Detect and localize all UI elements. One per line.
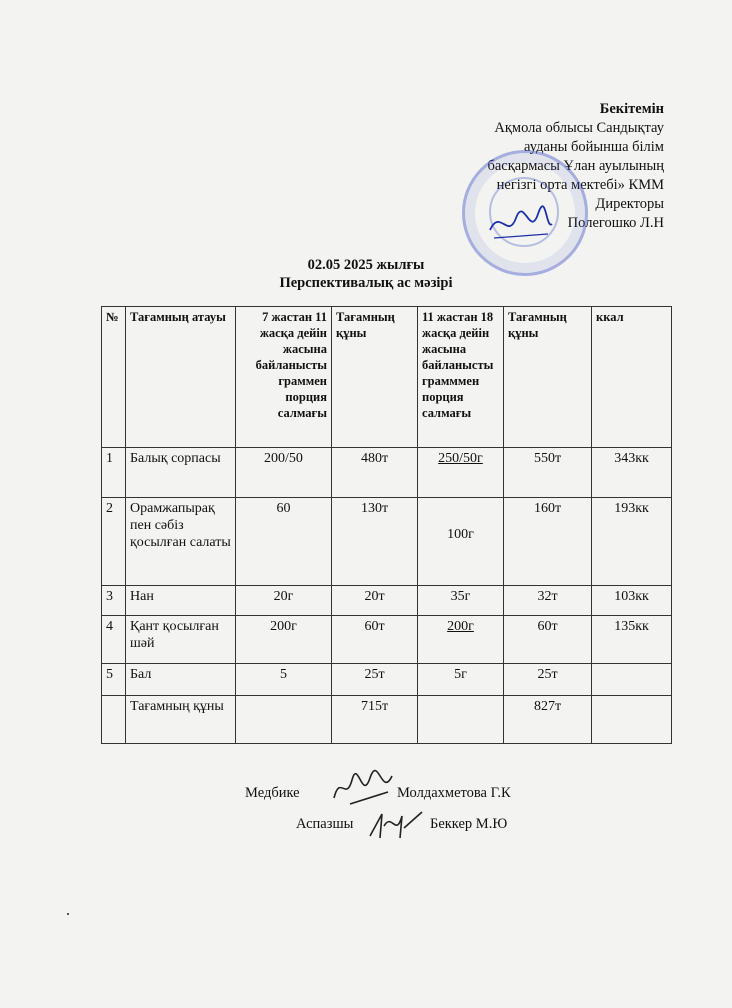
column-header: №: [102, 307, 126, 448]
table-row: [102, 616, 672, 664]
director-name: Полегошко Л.Н: [567, 215, 664, 231]
approval-line: басқармасы Ұлан ауылының: [487, 158, 664, 174]
weight-7-11: 200г: [236, 616, 332, 664]
menu-date: 02.05 2025 жылғы: [307, 257, 425, 273]
column-header: Тағамның құны: [504, 307, 592, 448]
price-7-11: 60т: [332, 616, 418, 664]
price-7-11: 480т: [332, 448, 418, 498]
total-label: Тағамның құны: [126, 696, 236, 744]
weight-11-18: 200г: [418, 616, 504, 664]
price-11-18: 25т: [504, 664, 592, 696]
dish-name: Балық сорпасы: [126, 448, 236, 498]
row-number: 3: [102, 586, 126, 616]
dish-name: Нан: [126, 586, 236, 616]
total-empty: [592, 696, 672, 744]
approval-line: негізгі орта мектебі» КММ: [496, 177, 664, 193]
kcal: 135кк: [592, 616, 672, 664]
weight-7-11: 20г: [236, 586, 332, 616]
table-row: [102, 586, 672, 616]
nurse-role: Медбике: [245, 785, 300, 801]
table-row: [102, 498, 672, 586]
cook-role: Аспазшы: [296, 816, 354, 832]
dish-name: Бал: [126, 664, 236, 696]
approval-line: Директоры: [595, 196, 664, 212]
row-number: 2: [102, 498, 126, 586]
menu-title: Перспективалық ас мәзірі: [279, 275, 453, 291]
weight-7-11: 200/50: [236, 448, 332, 498]
dish-name: Орамжапырақ пен сәбіз қосылған салаты: [126, 498, 236, 586]
menu-table: [101, 306, 672, 744]
kcal: 103кк: [592, 586, 672, 616]
nurse-signature-line: [245, 785, 535, 802]
kcal: [592, 664, 672, 696]
column-header: ккал: [592, 307, 672, 448]
weight-11-18: 5г: [418, 664, 504, 696]
column-header: Тағамның атауы: [126, 307, 236, 448]
total-empty: [418, 696, 504, 744]
total-price-11-18: 827т: [504, 696, 592, 744]
approval-line: Ақмола облысы Сандықтау: [494, 120, 664, 136]
total-row: [102, 696, 672, 744]
weight-11-18: 100г: [418, 498, 504, 586]
total-empty: [102, 696, 126, 744]
column-header: 11 жастан 18 жасқа дейін жасына байланысты грамммен порция салмағы: [418, 307, 504, 448]
row-number: 1: [102, 448, 126, 498]
kcal: 343кк: [592, 448, 672, 498]
price-11-18: 550т: [504, 448, 592, 498]
dish-name: Қант қосылған шәй: [126, 616, 236, 664]
weight-11-18: 35г: [418, 586, 504, 616]
total-price-7-11: 715т: [332, 696, 418, 744]
table-header-row: [102, 307, 672, 448]
price-11-18: 32т: [504, 586, 592, 616]
row-number: 4: [102, 616, 126, 664]
column-header: Тағамның құны: [332, 307, 418, 448]
director-signature-icon: [486, 200, 556, 246]
row-number: 5: [102, 664, 126, 696]
weight-7-11: 60: [236, 498, 332, 586]
approval-line: ауданы бойынша білім: [524, 139, 664, 155]
column-header: 7 жастан 11 жасқа дейін жасына байланысты граммен порция салмағы: [236, 307, 332, 448]
total-empty: [236, 696, 332, 744]
price-11-18: 160т: [504, 498, 592, 586]
price-7-11: 130т: [332, 498, 418, 586]
kcal: 193кк: [592, 498, 672, 586]
cook-name: Беккер М.Ю: [430, 816, 508, 832]
scan-speck: [67, 913, 69, 915]
weight-11-18: 250/50г: [418, 448, 504, 498]
weight-7-11: 5: [236, 664, 332, 696]
nurse-name: Молдахметова Г.К: [397, 785, 511, 801]
price-7-11: 25т: [332, 664, 418, 696]
cook-signature-line: [296, 816, 526, 833]
price-11-18: 60т: [504, 616, 592, 664]
approval-title: Бекітемін: [599, 101, 664, 117]
table-row: [102, 664, 672, 696]
price-7-11: 20т: [332, 586, 418, 616]
table-row: [102, 448, 672, 498]
